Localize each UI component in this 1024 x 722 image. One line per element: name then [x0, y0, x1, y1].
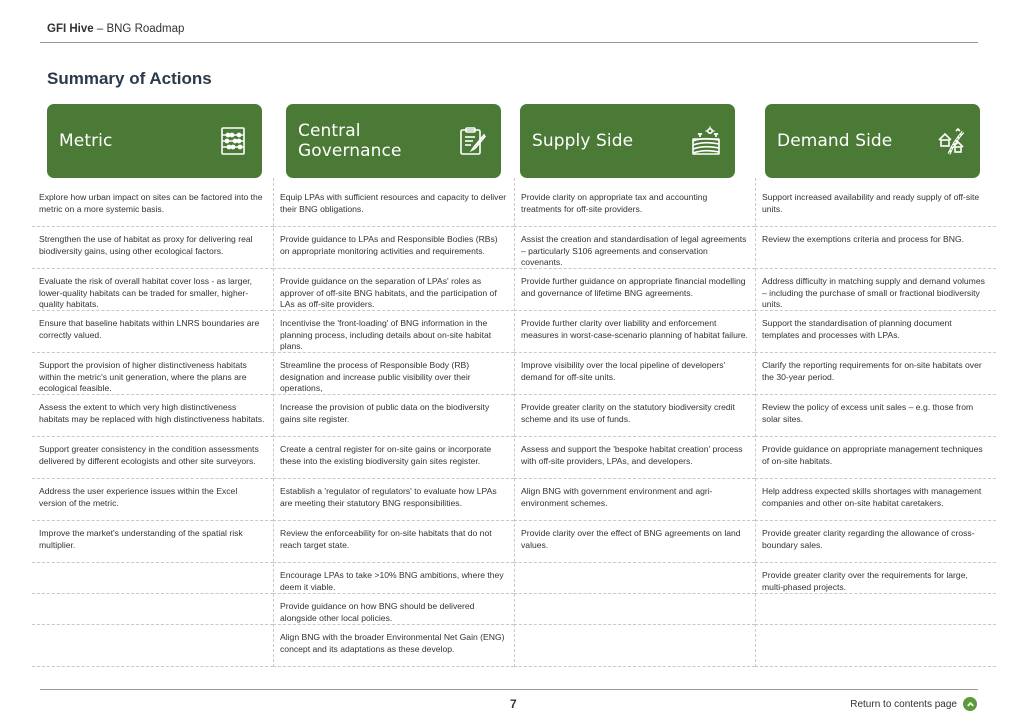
column-demand-side	[755, 104, 996, 667]
column-header-card	[765, 104, 980, 178]
list-item: Address the user experience issues within the Excel version of the metric.	[32, 479, 273, 521]
list-item: Support increased availability and ready supply of off-site units.	[755, 185, 996, 227]
return-link-label: Return to contents page	[850, 698, 957, 710]
list-item: Support the provision of higher distinctiveness habitats within the metric's unit generation, where the plans are ecological feasible.	[32, 353, 273, 395]
list-item: Support the standardisation of planning document templates and processes with LPAs.	[755, 311, 996, 353]
column-header-card	[286, 104, 501, 178]
list-item: Provide further guidance on appropriate financial modelling and governance of lifetime BNG agreements.	[514, 269, 755, 311]
list-item: Incentivise the 'front-loading' of BNG information in the planning process, including details about on-site habitat plans.	[273, 311, 514, 353]
list-item	[514, 563, 755, 594]
list-item: Provide clarity over the effect of BNG agreements on land values.	[514, 521, 755, 563]
column-title: Central Governance	[298, 121, 402, 161]
landscape-icon	[691, 126, 721, 156]
chevron-up-icon[interactable]	[963, 697, 977, 711]
list-item	[755, 594, 996, 625]
list-item: Provide clarity on appropriate tax and accounting treatments for off-site providers.	[514, 185, 755, 227]
column-supply-side	[514, 104, 755, 667]
list-item: Clarify the reporting requirements for on-site habitats over the 30-year period.	[755, 353, 996, 395]
action-list	[755, 185, 996, 667]
list-item: Provide guidance to LPAs and Responsible Bodies (RBs) on appropriate monitoring activities and requirements.	[273, 227, 514, 269]
header-divider	[40, 42, 978, 43]
action-list	[514, 185, 755, 667]
list-item: Provide further clarity over liability and enforcement measures in worst-case-scenario planning of habitat failure.	[514, 311, 755, 353]
list-item: Assess and support the 'bespoke habitat creation' process with off-site providers, LPAs, and developers.	[514, 437, 755, 479]
list-item	[32, 625, 273, 667]
list-item: Strengthen the use of habitat as proxy for delivering real biodiversity gains, using other ecological factors.	[32, 227, 273, 269]
column-central-governance	[273, 104, 514, 667]
list-item	[755, 625, 996, 667]
list-item: Provide greater clarity over the requirements for large, multi-phased projects.	[755, 563, 996, 594]
footer-divider	[40, 689, 978, 690]
list-item: Review the policy of excess unit sales – e.g. those from solar sites.	[755, 395, 996, 437]
list-item: Provide guidance on the separation of LPAs' roles as approver of off-site BNG habitats, and the participation of LAs as off-site providers.	[273, 269, 514, 311]
page-number: 7	[510, 697, 517, 711]
houses-road-icon	[936, 126, 966, 156]
list-item: Support greater consistency in the condition assessments delivered by different ecologists and other site surveyors.	[32, 437, 273, 479]
column-title: Supply Side	[532, 131, 634, 151]
brand-name: GFI Hive	[47, 23, 94, 35]
list-item: Review the exemptions criteria and process for BNG.	[755, 227, 996, 269]
list-item: Equip LPAs with sufficient resources and capacity to deliver their BNG obligations.	[273, 185, 514, 227]
list-item: Establish a 'regulator of regulators' to evaluate how LPAs are meeting their statutory BNG responsibilities.	[273, 479, 514, 521]
list-item: Assess the extent to which very high distinctiveness habitats may be replaced with high distinctiveness habitats.	[32, 395, 273, 437]
list-item: Explore how urban impact on sites can be factored into the metric on a more systemic basis.	[32, 185, 273, 227]
list-item: Ensure that baseline habitats within LNRS boundaries are correctly valued.	[32, 311, 273, 353]
column-title: Metric	[59, 131, 113, 151]
column-header-card	[47, 104, 262, 178]
list-item: Align BNG with the broader Environmental Net Gain (ENG) concept and its adaptations as these develop.	[273, 625, 514, 667]
action-list	[32, 185, 273, 667]
column-title: Demand Side	[777, 131, 893, 151]
clipboard-pen-icon	[457, 126, 487, 156]
list-item	[32, 563, 273, 594]
list-item: Provide greater clarity regarding the allowance of cross-boundary sales.	[755, 521, 996, 563]
list-item: Align BNG with government environment and agri-environment schemes.	[514, 479, 755, 521]
list-item	[514, 594, 755, 625]
list-item: Provide greater clarity on the statutory biodiversity credit scheme and its use of funds.	[514, 395, 755, 437]
list-item: Improve visibility over the local pipeline of developers' demand for off-site units.	[514, 353, 755, 395]
return-to-contents-link[interactable]	[850, 697, 977, 711]
column-metric	[32, 104, 273, 667]
list-item: Create a central register for on-site gains or incorporate these into the existing biodiversity gain sites register.	[273, 437, 514, 479]
document-subtitle: – BNG Roadmap	[96, 23, 185, 35]
list-item: Provide guidance on how BNG should be delivered alongside other local policies.	[273, 594, 514, 625]
list-item: Provide guidance on appropriate management techniques of on-site habitats.	[755, 437, 996, 479]
list-item: Address difficulty in matching supply and demand volumes – including the purchase of small or fractional biodiversity units.	[755, 269, 996, 311]
list-item: Increase the provision of public data on the biodiversity gains site register.	[273, 395, 514, 437]
document-header	[47, 23, 184, 35]
list-item	[514, 625, 755, 667]
list-item: Improve the market's understanding of the spatial risk multiplier.	[32, 521, 273, 563]
list-item: Encourage LPAs to take >10% BNG ambitions, where they deem it viable.	[273, 563, 514, 594]
list-item: Assist the creation and standardisation of legal agreements – particularly S106 agreements and conservation covenants.	[514, 227, 755, 269]
column-header-card	[520, 104, 735, 178]
list-item: Help address expected skills shortages with management companies and other on-site habitat caretakers.	[755, 479, 996, 521]
page-title: Summary of Actions	[47, 69, 212, 88]
list-item: Streamline the process of Responsible Body (RB) designation and increase public visibility over their operations,	[273, 353, 514, 395]
abacus-icon	[218, 126, 248, 156]
list-item	[32, 594, 273, 625]
action-list	[273, 185, 514, 667]
list-item: Review the enforceability for on-site habitats that do not reach target state.	[273, 521, 514, 563]
list-item: Evaluate the risk of overall habitat cover loss - as larger, lower-quality habitats can be traded for smaller, higher-quality habitats.	[32, 269, 273, 311]
